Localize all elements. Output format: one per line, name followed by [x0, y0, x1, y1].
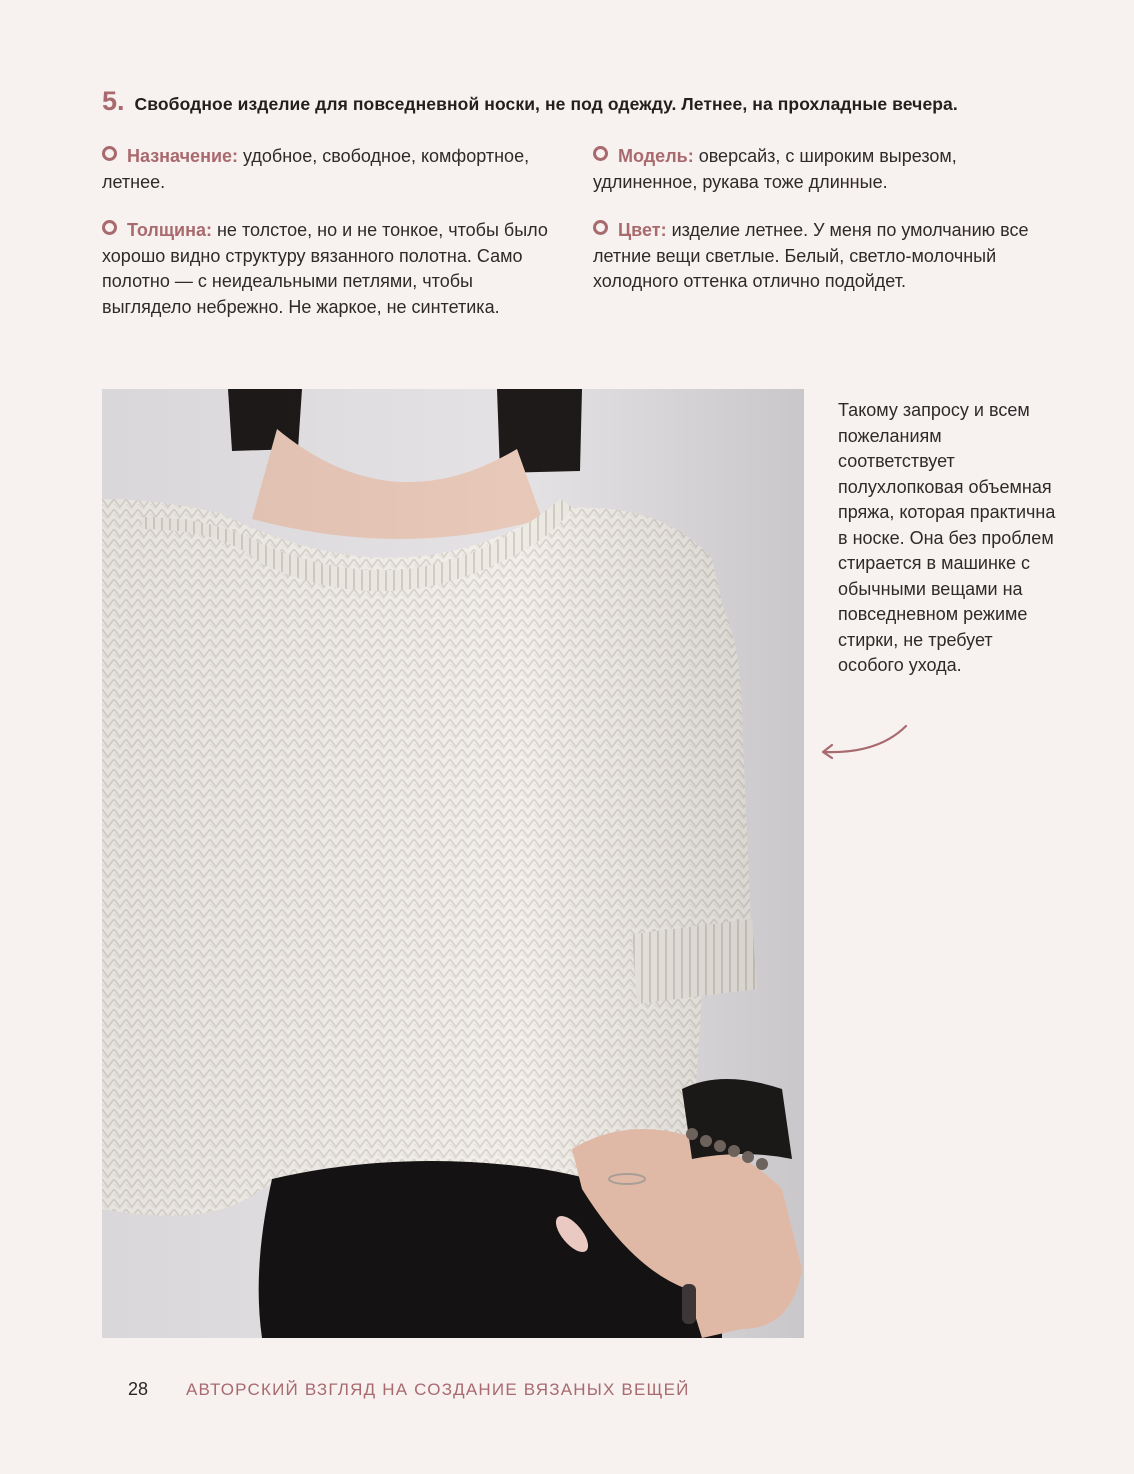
paragraph-purpose — [102, 144, 567, 195]
circle-bullet-icon — [593, 220, 608, 235]
curved-arrow-icon — [818, 722, 910, 762]
color-label: Цвет: — [618, 220, 667, 240]
left-column — [102, 144, 567, 343]
section-heading — [102, 86, 1062, 117]
section-title: Свободное изделие для повседневной носки, не под одежду. Летнее, на прохладные вечера. — [134, 94, 958, 114]
paragraph-model — [593, 144, 1058, 195]
thickness-label: Толщина: — [127, 220, 212, 240]
circle-bullet-icon — [593, 146, 608, 161]
model-label: Модель: — [618, 146, 694, 166]
paragraph-thickness — [102, 218, 567, 320]
purpose-label: Назначение: — [127, 146, 239, 166]
sweater-illustration — [102, 389, 804, 1338]
section-number: 5. — [102, 86, 125, 116]
page-number: 28 — [128, 1379, 149, 1399]
purpose-text: удобное, свободное, комфортное, летнее. — [102, 146, 530, 192]
running-title: АВТОРСКИЙ ВЗГЛЯД НА СОЗДАНИЕ ВЯЗАНЫХ ВЕЩЕЙ — [186, 1380, 690, 1399]
sweater-photo — [102, 389, 804, 1338]
paragraph-color — [593, 218, 1058, 295]
thickness-text: не толстое, но и не тонкое, чтобы было хорошо видно структуру вязанного полотна. Само полотно — с неидеальными петлями, чтобы выглядело небрежно. Не жаркое, не синтетика. — [102, 220, 548, 317]
circle-bullet-icon — [102, 220, 117, 235]
model-text: оверсайз, с широким вырезом, удлиненное, рукава тоже длинные. — [593, 146, 957, 192]
color-text: изделие летнее. У меня по умолчанию все летние вещи светлые. Белый, светло-молочный холодного оттенка отлично подойдет. — [593, 220, 1029, 291]
circle-bullet-icon — [102, 146, 117, 161]
side-note: Такому запросу и всем пожеланиям соответствует полухлопковая объемная пряжа, которая практична в носке. Она без проблем стирается в машинке с обычными вещами на повседневном режиме стирки, не требует особого ухода. — [838, 400, 1056, 675]
page-footer — [128, 1379, 690, 1400]
right-column — [593, 144, 1058, 318]
